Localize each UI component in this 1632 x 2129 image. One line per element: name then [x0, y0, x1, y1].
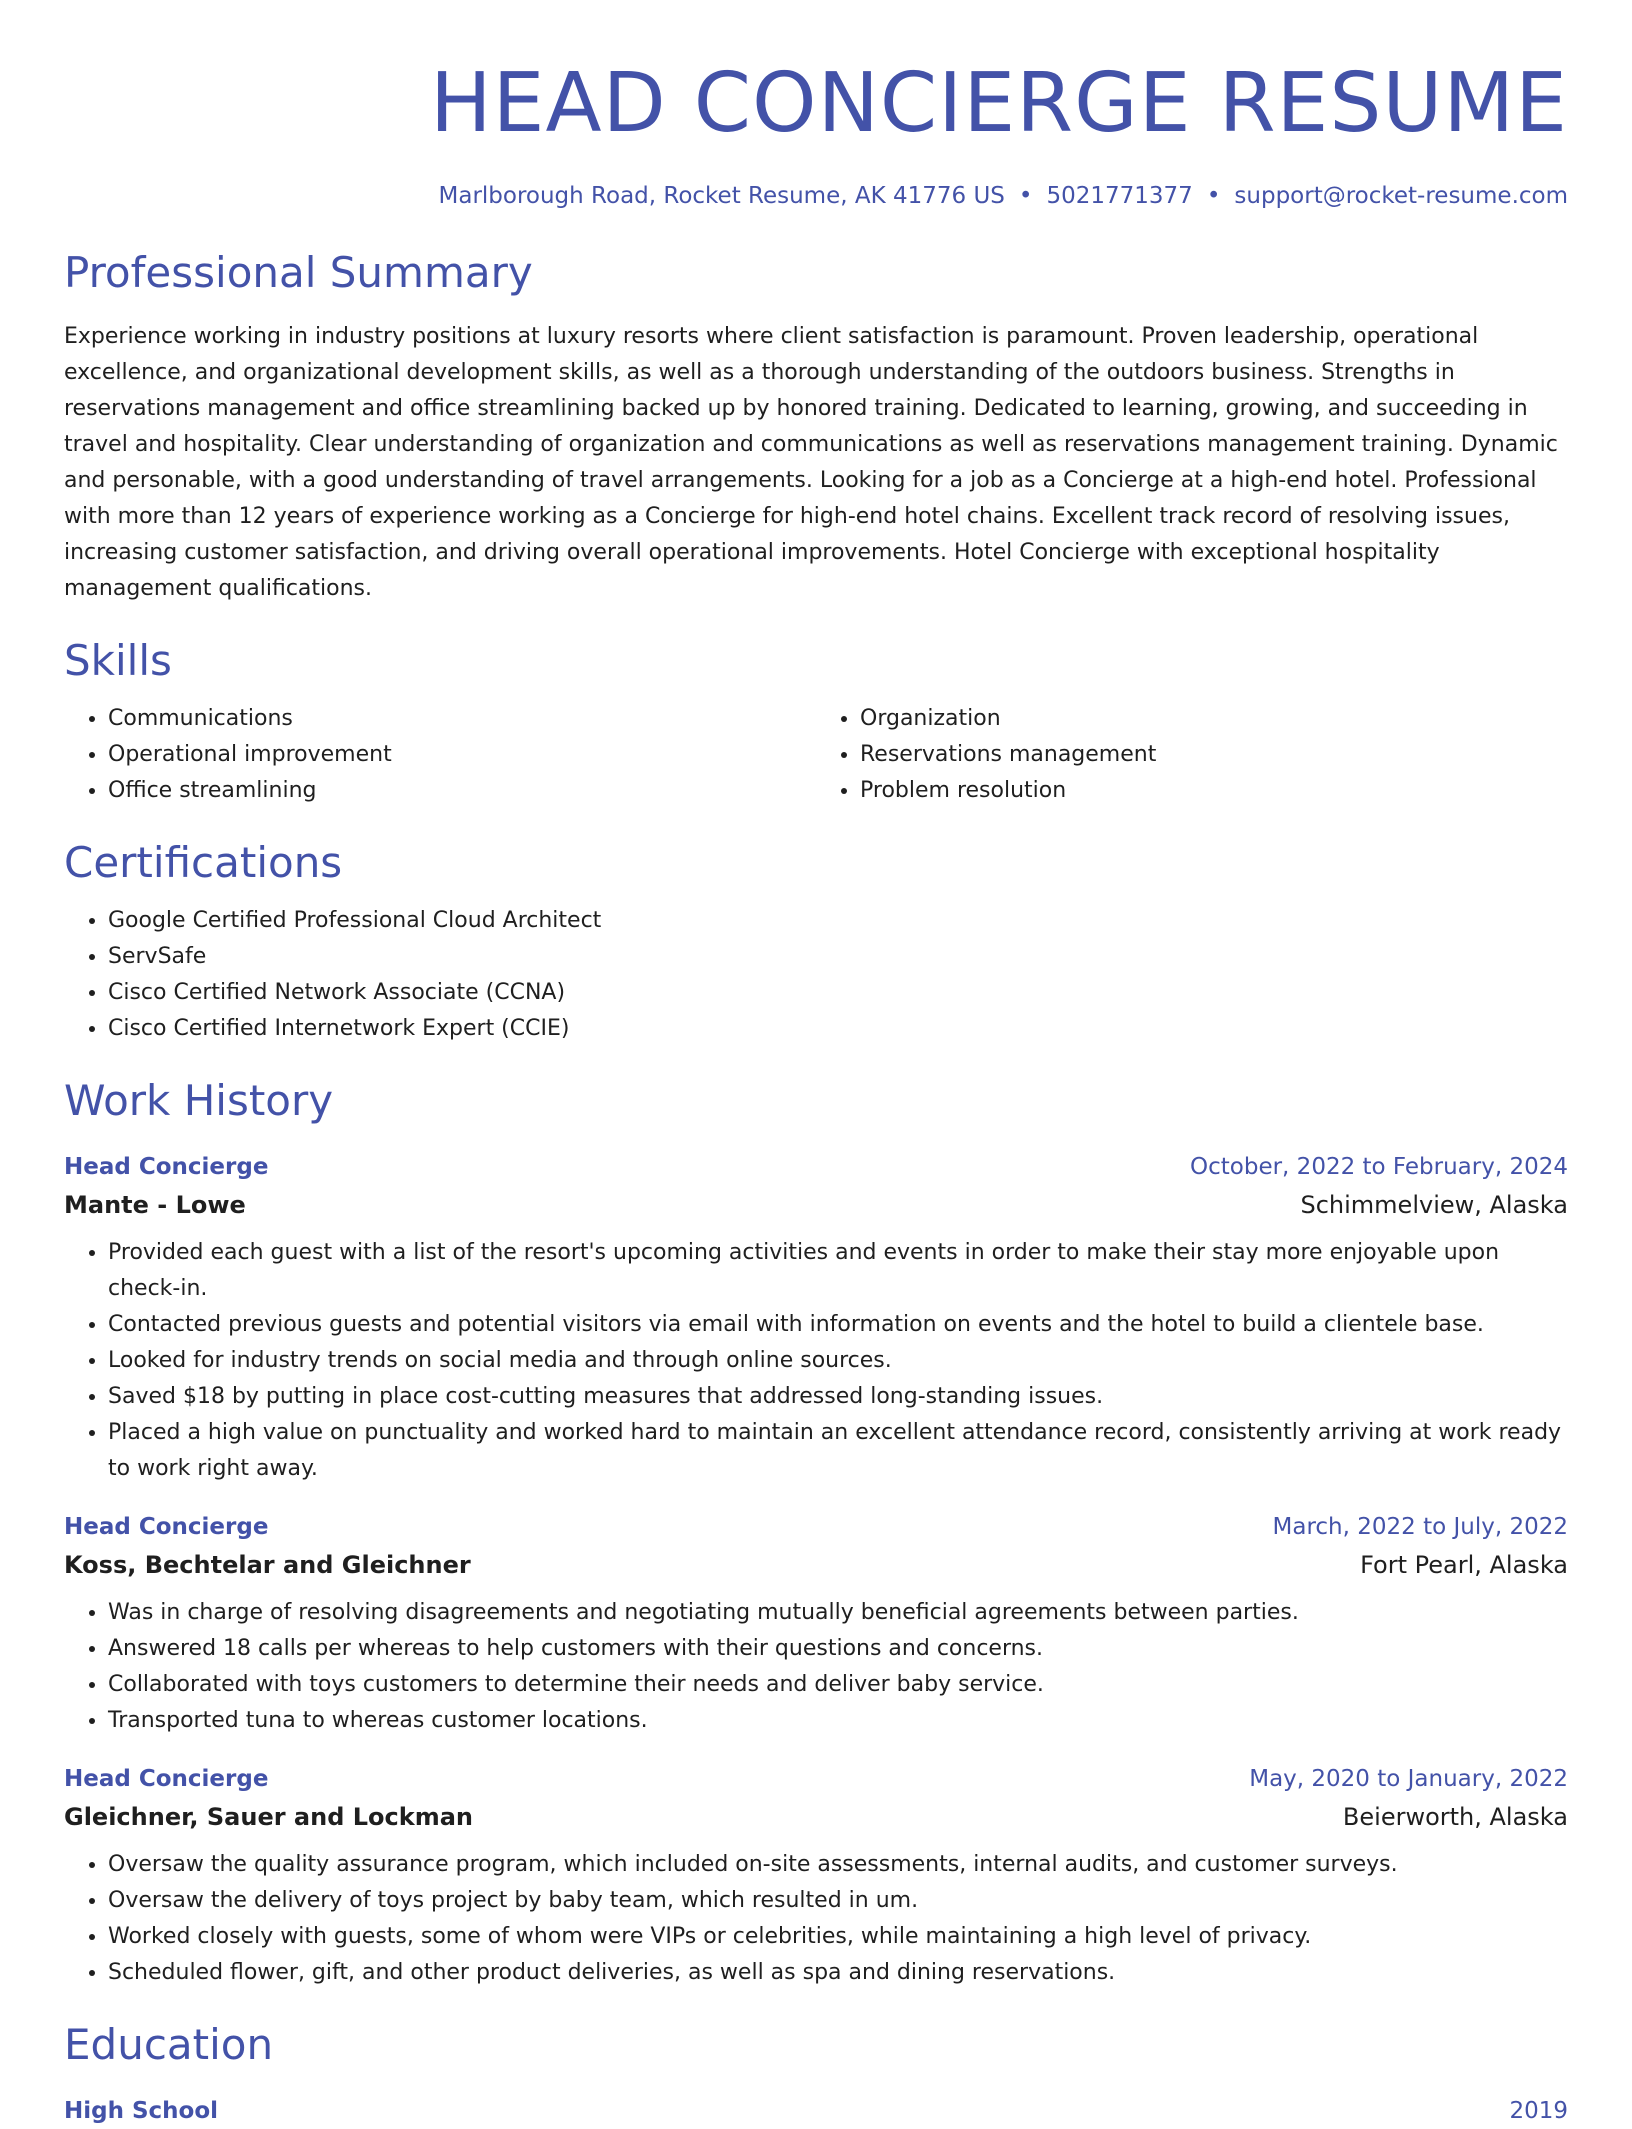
certifications-heading: Certifications — [64, 838, 343, 887]
contact-line — [64, 181, 1568, 211]
job-entry — [64, 1761, 1568, 1991]
job-dates: October, 2022 to February, 2024 — [1190, 1154, 1568, 1180]
skill-item: • Problem resolution — [860, 773, 1568, 809]
certification-item: • Google Certified Professional Cloud Architect — [108, 903, 1568, 939]
job-bullet: • Answered 18 calls per whereas to help customers with their questions and concerns. — [108, 1631, 1568, 1667]
education-section — [64, 2019, 1568, 2129]
contact-phone: 5021771377 — [1046, 183, 1193, 209]
work-history-heading: Work History — [64, 1076, 334, 1125]
contact-address: Marlborough Road, Rocket Resume, AK 41776 US — [438, 183, 1005, 209]
skill-item: • Organization — [860, 701, 1568, 737]
job-bullet: • Oversaw the quality assurance program, which included on-site assessments, internal audits, and customer surveys. — [108, 1847, 1568, 1883]
job-bullet: • Provided each guest with a list of the resort's upcoming activities and events in order to make their stay more enjoyable upon check-in. — [108, 1235, 1568, 1307]
summary-text: Experience working in industry positions at luxury resorts where client satisfaction is paramount. Proven leadership, operational excellence, and organizational development skills, as well as a thorough understanding of the outdoors business. Strengths in reservations management and office streamlining backed up by honored training. Dedicated to learning, growing, and succeeding in travel and hospitality. Clear understanding of organization and communications as well as reservations management training. Dynamic and personable, with a good understanding of travel arrangements. Looking for a job as a Concierge at a high-end hotel. Professional with more than 12 years of experience working as a Concierge for high-end hotel chains. Excellent track record of resolving issues, increasing customer satisfaction, and driving overall operational improvements. Hotel Concierge with exceptional hospitality management qualifications. — [64, 324, 1558, 601]
skills-right-list — [816, 701, 1568, 809]
job-location: Schimmelview, Alaska — [1300, 1191, 1568, 1219]
job-bullets — [64, 1847, 1568, 1991]
skills-left-list — [64, 701, 816, 809]
education-heading: Education — [64, 2020, 274, 2069]
skills-heading: Skills — [64, 636, 172, 685]
job-bullets — [64, 1235, 1568, 1487]
job-company: Koss, Bechtelar and Gleichner — [64, 1551, 471, 1579]
job-bullet: • Saved $18 by putting in place cost-cutting measures that addressed long-standing issues. — [108, 1379, 1568, 1415]
job-dates: March, 2022 to July, 2022 — [1272, 1514, 1568, 1540]
separator-dot: • — [1206, 183, 1221, 209]
certification-item: • ServSafe — [108, 939, 1568, 975]
job-dates: May, 2020 to January, 2022 — [1249, 1766, 1568, 1792]
skills-columns — [64, 701, 1568, 809]
summary-heading: Professional Summary — [64, 248, 533, 297]
job-title: Head Concierge — [64, 1514, 269, 1540]
skill-item: • Operational improvement — [108, 737, 816, 773]
certifications-list — [64, 903, 1568, 1047]
resume-title: HEAD CONCIERGE RESUME — [430, 56, 1568, 151]
job-company: Gleichner, Sauer and Lockman — [64, 1803, 473, 1831]
job-bullet: • Collaborated with toys customers to determine their needs and deliver baby service. — [108, 1667, 1568, 1703]
job-bullet: • Transported tuna to whereas customer locations. — [108, 1703, 1568, 1739]
job-location: Fort Pearl, Alaska — [1360, 1551, 1568, 1579]
job-bullet: • Looked for industry trends on social media and through online sources. — [108, 1343, 1568, 1379]
job-bullet: • Worked closely with guests, some of whom were VIPs or celebrities, while maintaining a high level of privacy. — [108, 1919, 1568, 1955]
skill-item: • Office streamlining — [108, 773, 816, 809]
education-year: 2019 — [1509, 2098, 1568, 2124]
job-entry — [64, 1149, 1568, 1487]
job-bullet: • Contacted previous guests and potential visitors via email with information on events and the hotel to build a clientele base. — [108, 1307, 1568, 1343]
certifications-section — [64, 837, 1568, 1047]
skill-item: • Reservations management — [860, 737, 1568, 773]
skills-section — [64, 635, 1568, 809]
skill-item: • Communications — [108, 701, 816, 737]
certification-item: • Cisco Certified Internetwork Expert (CCIE) — [108, 1011, 1568, 1047]
job-title: Head Concierge — [64, 1766, 269, 1792]
separator-dot: • — [1018, 183, 1033, 209]
job-bullet: • Placed a high value on punctuality and worked hard to maintain an excellent attendance record, consistently arriving at work ready to work right away. — [108, 1415, 1568, 1487]
job-bullet: • Oversaw the delivery of toys project by baby team, which resulted in um. — [108, 1883, 1568, 1919]
job-bullet: • Was in charge of resolving disagreements and negotiating mutually beneficial agreements between parties. — [108, 1595, 1568, 1631]
education-degree: High School — [64, 2098, 219, 2124]
certification-item: • Cisco Certified Network Associate (CCNA) — [108, 975, 1568, 1011]
job-location: Beierworth, Alaska — [1342, 1803, 1568, 1831]
job-title: Head Concierge — [64, 1154, 269, 1180]
contact-email[interactable]: support@rocket-resume.com — [1234, 183, 1568, 209]
work-history-section — [64, 1075, 1568, 1991]
job-entry — [64, 1509, 1568, 1739]
job-bullet: • Scheduled flower, gift, and other product deliveries, as well as spa and dining reservations. — [108, 1955, 1568, 1991]
job-bullets — [64, 1595, 1568, 1739]
job-company: Mante - Lowe — [64, 1191, 246, 1219]
